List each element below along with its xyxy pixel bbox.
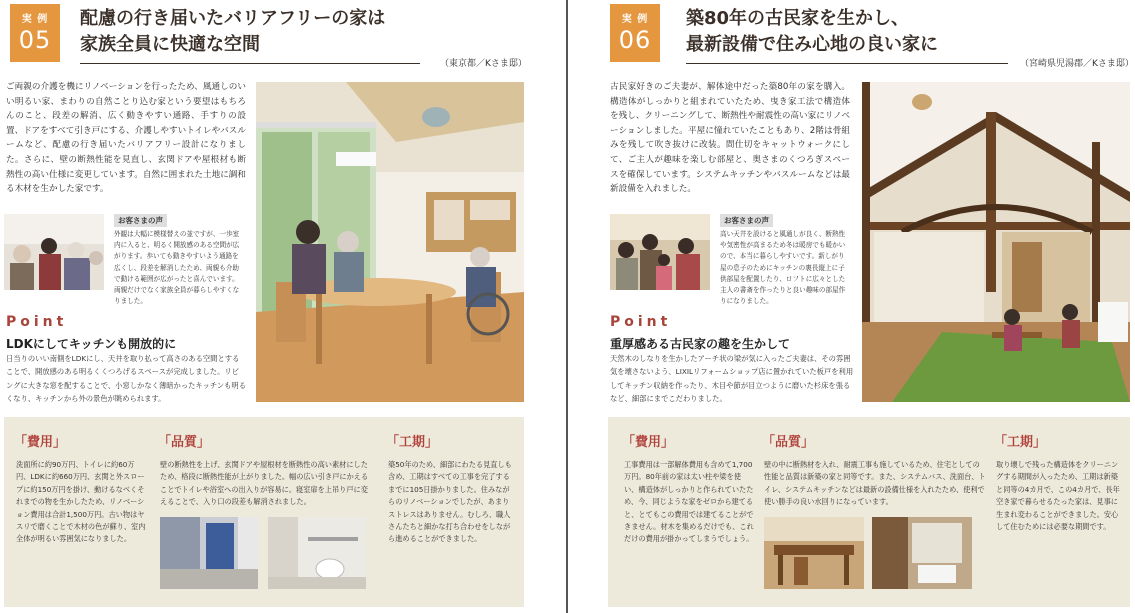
family-photo bbox=[610, 214, 710, 290]
point-title: LDKにしてキッチンも開放的に bbox=[6, 337, 177, 351]
page-left-example-05 bbox=[0, 0, 566, 613]
cost-heading: 「費用」 bbox=[622, 435, 675, 450]
point-text: 天然木のしなりを生かしたアーチ状の梁が気に入ったご夫妻は、その雰囲気を壊さないよう、LIXILリフォームショップ店に置かれていた板戸を利用してキッチン収納を作ったり、木目や節が目立つように磨いた杉床を張るなど、細部にまでこだわりました。 bbox=[610, 354, 854, 404]
point-label: Point bbox=[6, 314, 68, 330]
toilet-photo bbox=[268, 517, 366, 589]
quality-heading: 「品質」 bbox=[158, 435, 211, 450]
title-line-1: 築80年の古民家を生かし、 bbox=[686, 8, 910, 29]
quality-text: 壁の中に断熱材を入れ、耐震工事も施しているため、住宅としての性能と品質は新築の家と同等です。また、システムバス、洗面台、トイレ、システムキッチンなどは最新の設備仕様を入れたため、使利で使い勝手の良い水回りになっています。 bbox=[764, 460, 986, 507]
title-line-2: 最新設備で住み心地の良い家に bbox=[686, 34, 938, 55]
badge-label: 実 例 bbox=[621, 14, 649, 25]
bathroom-photo bbox=[872, 517, 972, 589]
intro-text: 古民家好きのご夫妻が、解体途中だった築80年の家を購入。構造体がしっかりと組まれていたため、曳き家工法で構造体を残し、クリーニングして、断熱性や耐震性の高い家にリノベーションしました。平屋に憧れていたこともあり、2階は骨組みを残して吹き抜けに改装。間仕切をキャットウォークにして、ご主人が趣味を楽しむ部屋と、奥さまのくつろぎスペースを確保しています。システムキッチンやバスルームなどは最新設備を入れました。 bbox=[610, 82, 850, 195]
cost-text: 洗面所に約90万円、トイレに約60万円、LDKに約660万円、玄関と外スロープに約150万円を掛け、動けるなべくそれまでの物を生かしたため、リノベーション費用は合計1,500万円。古い物はヤスリで磨くことで木材の色が蘇り、室内全体が明るい雰囲気になりました。 bbox=[16, 460, 146, 544]
point-title: 重厚感ある古民家の趣を生かして bbox=[610, 337, 791, 351]
family-photo bbox=[4, 214, 104, 290]
bathroom-photo bbox=[160, 517, 258, 589]
intro-text: ご両親の介護を機にリノベーションを行ったため、風通しのいい明るい家、まわりの自然ことり込む家という要望はもちろんのこと、段差の解消、広く動きやすい通路、手すりの設置、ドアをすべて引き戸にする、介護しやすいトイレやバスルームなど、配慮の行き届いたバリアフリー設計になりました。さらに、壁の断熱性能を見直し、玄関ドアや屋根材も断熱性の高い仕様に変更しています。自然に囲まれた土地に調和る木材を生かした家です。 bbox=[6, 82, 246, 195]
title-rule bbox=[80, 63, 420, 64]
badge-label: 実 例 bbox=[21, 14, 49, 25]
page-title bbox=[686, 6, 938, 58]
page-right-example-06 bbox=[568, 0, 1135, 613]
example-badge bbox=[10, 4, 60, 62]
location: （東京都／Kさま邸） bbox=[440, 59, 527, 69]
badge-number: 05 bbox=[18, 26, 52, 54]
quality-heading: 「品質」 bbox=[762, 435, 815, 450]
page-title bbox=[80, 6, 385, 58]
customer-voice-label: お客さまの声 bbox=[720, 214, 773, 227]
period-text: 築50年のため、細部にわたる見直しも含め、工期はすべての工事を完了するまでに105日掛かりました。住みながらのリノベーションでしたが、あまりストレスはありません。むしろ、職人さんたちと細かな打ち合わせをしながら進めることができました。 bbox=[388, 460, 512, 544]
period-heading: 「工期」 bbox=[994, 435, 1047, 450]
location: （宮崎県児湯郡／Kさま邸） bbox=[1020, 59, 1134, 69]
period-text: 取り壊しで残った構造体をクリーニングする期間が入ったため、工期は新築と同等の4カ月で、この4カ月で、長年空き家で暮らせるたった家は、見事に生まれ変わることができました。安心して住むためには必要な期間です。 bbox=[996, 460, 1120, 532]
kominka-interior-photo bbox=[862, 82, 1130, 402]
customer-voice-text: 外観は大幅に模様替えの並ですが、一歩室内に入ると、明るく開放感のある空間が広がります。歩いても動きやすいよう通路を広くし、段差を解消したため、両親も介助で動ける範囲が広がったと喜んでいます。両親だけでなく家族全員が暮らしやすくなりました。 bbox=[114, 230, 240, 306]
title-line-1: 配慮の行き届いたバリアフリーの家は bbox=[80, 8, 386, 29]
title-line-2: 家族全員に快適な空間 bbox=[80, 34, 260, 55]
cost-text: 工事費用は一部解体費用も含めて1,700万円。80年前の家は太い柱や梁を使い、構造体がしっかりと作られていたため、今、同じような家をゼロから建てると、とてもこの費用では建てることができません。材木を集めるだけでも、これだけの費用が掛かってしまうでしょう。 bbox=[624, 460, 754, 544]
dining-table-photo bbox=[764, 517, 864, 589]
point-text: 日当りのいい南側をLDKにし、天井を取り払って高さのある空間とすることで、開放感のある明るくくつろげるスペースが完成しました。リビングに大きな窓を配することで、小窓しかなく薄暗かったキッチンも明るくなり、キッチンから外の景色が眺められます。 bbox=[6, 354, 246, 404]
customer-voice-text: 高い天井を設けると風通しが良く、断熱性や気密性が高まるため冬は暖房でも暖かいので、本当に暮らしやすいです。新しがり屋の息子のためにキッチンの裏長縦上に子供部屋を配置したり、ロフトに広々とした主人の書斎を作ったりと良い趣味の部屋作りになりました。 bbox=[720, 230, 846, 306]
customer-voice-label: お客さまの声 bbox=[114, 214, 167, 227]
period-heading: 「工期」 bbox=[386, 435, 439, 450]
living-room-photo bbox=[256, 82, 524, 402]
info-box bbox=[4, 417, 524, 607]
badge-number: 06 bbox=[618, 26, 652, 54]
point-label: Point bbox=[610, 314, 672, 330]
quality-text: 壁の断熱性を上げ、玄関ドアや屋根材を断熱性の高い素材にしたため、格段に断熱性能が上がりました。幅の広い引き戸にかえることでトイレや浴室への出入りが容易に。寝室扉を上吊り戸に変えることで、入り口の段差も解消されました。 bbox=[160, 460, 369, 507]
example-badge bbox=[610, 4, 660, 62]
cost-heading: 「費用」 bbox=[14, 435, 67, 450]
info-box bbox=[608, 417, 1130, 607]
title-rule bbox=[686, 63, 1008, 64]
